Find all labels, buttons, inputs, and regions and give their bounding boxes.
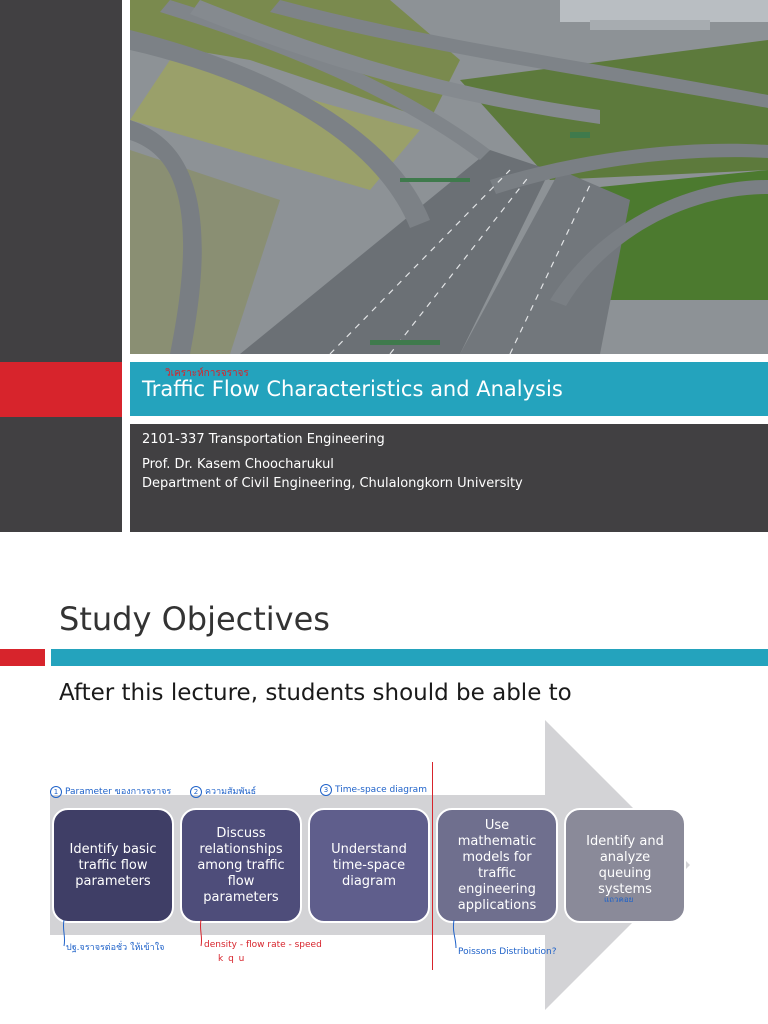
left-dark-bar (0, 0, 122, 532)
objective-box-4 (436, 808, 558, 923)
objective-box-1 (52, 808, 174, 923)
circled-number: 3 (320, 784, 332, 796)
objective-label: Discuss relationships among traffic flow parameters (197, 825, 285, 905)
heading-red-bar (0, 649, 45, 666)
objective-box-2 (180, 808, 302, 923)
slide-title: Traffic Flow Characteristics and Analysis (142, 377, 563, 401)
circled-number: 2 (190, 786, 202, 798)
handwritten-connector (195, 920, 207, 948)
handwritten-note-queue: แถวคอย (604, 895, 634, 904)
handwritten-divider-line (432, 762, 433, 970)
objective-label: Identify and analyze queuing systems (586, 833, 664, 897)
handwritten-note-2 (190, 784, 256, 798)
handwritten-thai-annotation: วิเคราะห์การจราจร (165, 368, 249, 379)
highway-interchange-photo (130, 0, 768, 354)
note-text: Parameter ของการจราจร (65, 787, 172, 797)
course-code: 2101-337 Transportation Engineering (142, 432, 385, 447)
department-name: Department of Civil Engineering, Chulalongkorn University (142, 476, 523, 491)
objective-label: Use mathematic models for traffic engineering applications (457, 817, 537, 913)
circled-number: 1 (50, 786, 62, 798)
handwritten-variable-letters: k q u (218, 954, 246, 964)
handwritten-connector (58, 920, 70, 948)
note-text: Time-space diagram (335, 785, 427, 795)
handwritten-note-below-3: Poissons Distribution? (458, 947, 557, 957)
heading-teal-bar (51, 649, 768, 666)
note-text: ความสัมพันธ์ (205, 787, 257, 797)
section-heading: Study Objectives (59, 600, 330, 638)
objectives-intro: After this lecture, students should be able to (59, 680, 572, 706)
handwritten-note-1 (50, 784, 171, 798)
objective-box-3 (308, 808, 430, 923)
handwritten-note-below-1: ปฐ.จราจรต่อชั่ว ให้เข้าใจ (66, 943, 165, 953)
handwritten-note-3 (320, 784, 427, 796)
instructor-name: Prof. Dr. Kasem Choocharukul (142, 457, 334, 472)
objective-label: Identify basic traffic flow parameters (69, 841, 157, 889)
objective-label: Understand time-space diagram (331, 841, 407, 889)
handwritten-note-below-2: density - flow rate - speed (204, 940, 322, 950)
handwritten-connector (448, 920, 460, 950)
left-red-accent (0, 362, 122, 417)
